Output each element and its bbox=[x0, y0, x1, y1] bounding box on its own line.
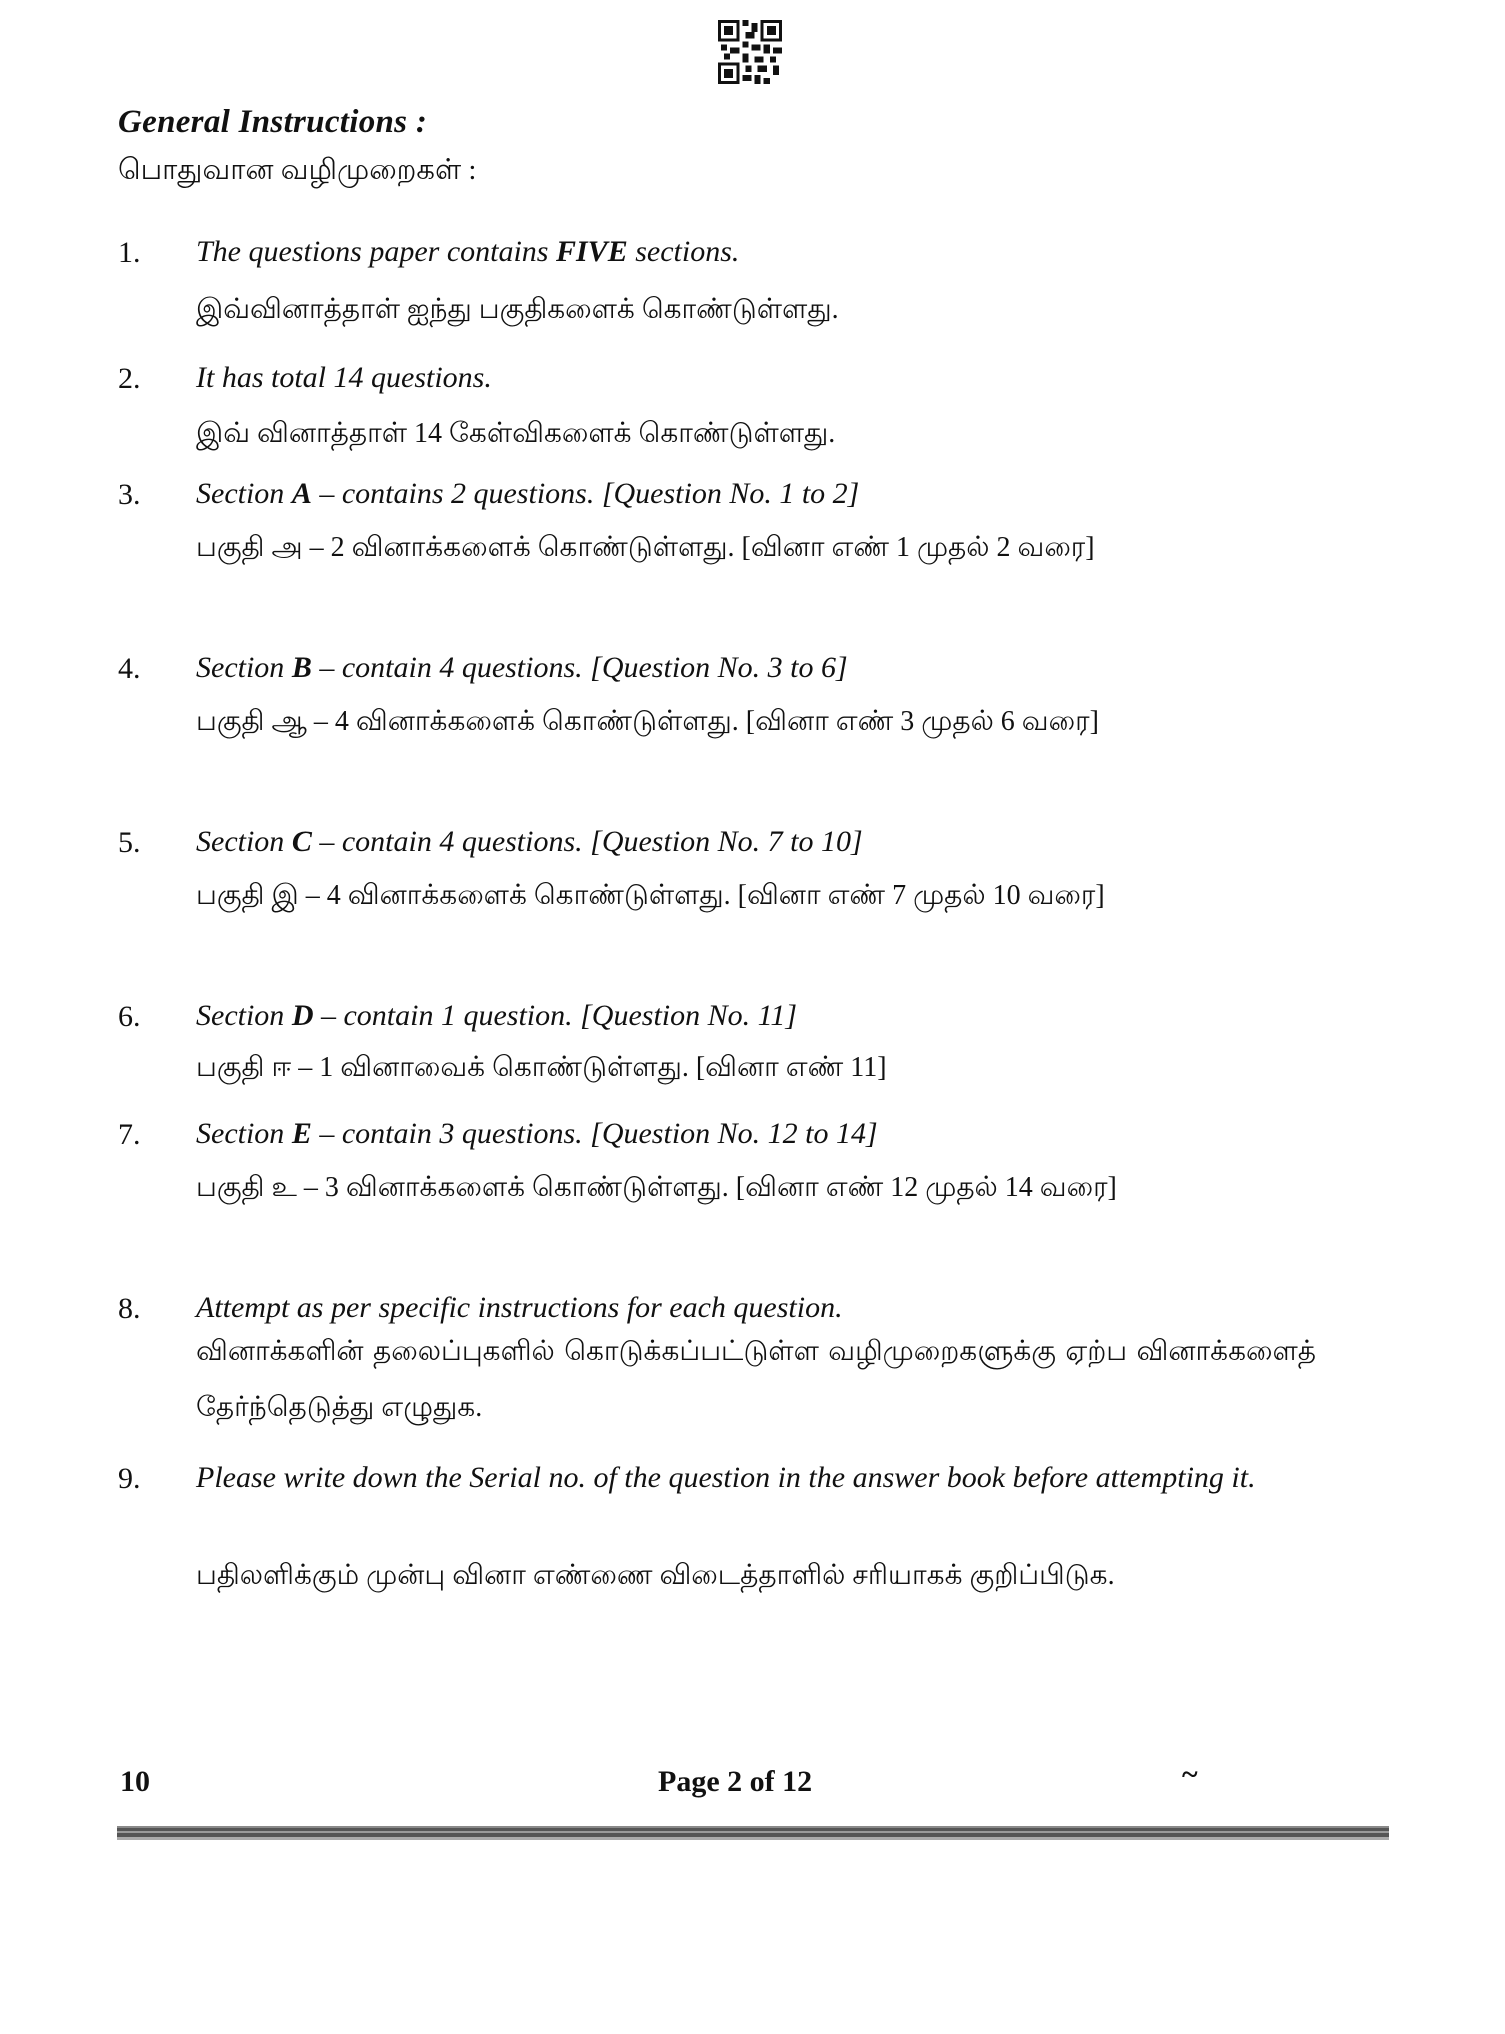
instruction-text-en: Section C – contain 4 questions. [Question No. 7 to 10] bbox=[196, 825, 863, 858]
instruction-text-en: Section A – contains 2 questions. [Question No. 1 to 2] bbox=[196, 477, 860, 510]
instruction-text-en: Section E – contain 3 questions. [Question No. 12 to 14] bbox=[196, 1117, 878, 1150]
footer-mark: ~ bbox=[1182, 1758, 1198, 1791]
instruction-number: 1. bbox=[118, 236, 141, 269]
instruction-number: 4. bbox=[118, 652, 141, 685]
instruction-text-en: The questions paper contains FIVE sections. bbox=[196, 235, 740, 268]
general-instructions-heading-tamil: பொதுவான வழிமுறைகள் : bbox=[118, 154, 477, 186]
instruction-number: 7. bbox=[118, 1118, 141, 1151]
instruction-number: 3. bbox=[118, 478, 141, 511]
qr-code-icon bbox=[718, 20, 782, 84]
instruction-text-ta: பகுதி உ – 3 வினாக்களைக் கொண்டுள்ளது. [வினா எண் 12 முதல் 14 வரை] bbox=[196, 1172, 1117, 1203]
footer-rule bbox=[117, 1826, 1389, 1840]
instruction-text-en: Please write down the Serial no. of the question in the answer book before attempting it. bbox=[196, 1461, 1256, 1494]
instruction-text-ta: பகுதி ஆ – 4 வினாக்களைக் கொண்டுள்ளது. [வினா எண் 3 முதல் 6 வரை] bbox=[196, 706, 1099, 737]
instruction-text-en: Section B – contain 4 questions. [Question No. 3 to 6] bbox=[196, 651, 848, 684]
instruction-text-ta: பகுதி இ – 4 வினாக்களைக் கொண்டுள்ளது. [வினா எண் 7 முதல் 10 வரை] bbox=[196, 880, 1105, 911]
instruction-text-ta: இவ் வினாத்தாள் 14 கேள்விகளைக் கொண்டுள்ளது. bbox=[196, 418, 836, 449]
instruction-text-en: Section D – contain 1 question. [Question No. 11] bbox=[196, 999, 798, 1032]
instruction-text-ta: பகுதி அ – 2 வினாக்களைக் கொண்டுள்ளது. [வினா எண் 1 முதல் 2 வரை] bbox=[196, 532, 1095, 563]
page-number: Page 2 of 12 bbox=[658, 1765, 813, 1798]
instruction-number: 2. bbox=[118, 362, 141, 395]
instruction-number: 8. bbox=[118, 1292, 141, 1325]
instruction-number: 5. bbox=[118, 826, 141, 859]
instruction-text-ta: இவ்வினாத்தாள் ஐந்து பகுதிகளைக் கொண்டுள்ளது. bbox=[196, 294, 839, 325]
paper-code: 10 bbox=[120, 1765, 150, 1798]
instruction-text-en: It has total 14 questions. bbox=[196, 361, 492, 394]
instruction-text-ta: பகுதி ஈ – 1 வினாவைக் கொண்டுள்ளது. [வினா எண் 11] bbox=[196, 1052, 887, 1083]
instruction-text-en: Attempt as per specific instructions for each question. bbox=[196, 1291, 843, 1324]
instruction-number: 9. bbox=[118, 1462, 141, 1495]
general-instructions-heading: General Instructions : bbox=[118, 104, 428, 140]
instruction-text-ta: பதிலளிக்கும் முன்பு வினா எண்ணை விடைத்தாளில் சரியாகக் குறிப்பிடுக. bbox=[196, 1560, 1115, 1591]
instruction-text-ta: வினாக்களின் தலைப்புகளில் கொடுக்கப்பட்டுள்ள வழிமுறைகளுக்கு ஏற்ப வினாக்களைத் தேர்ந்தெடுத்து எழுதுக. bbox=[196, 1336, 1316, 1423]
instruction-number: 6. bbox=[118, 1000, 141, 1033]
